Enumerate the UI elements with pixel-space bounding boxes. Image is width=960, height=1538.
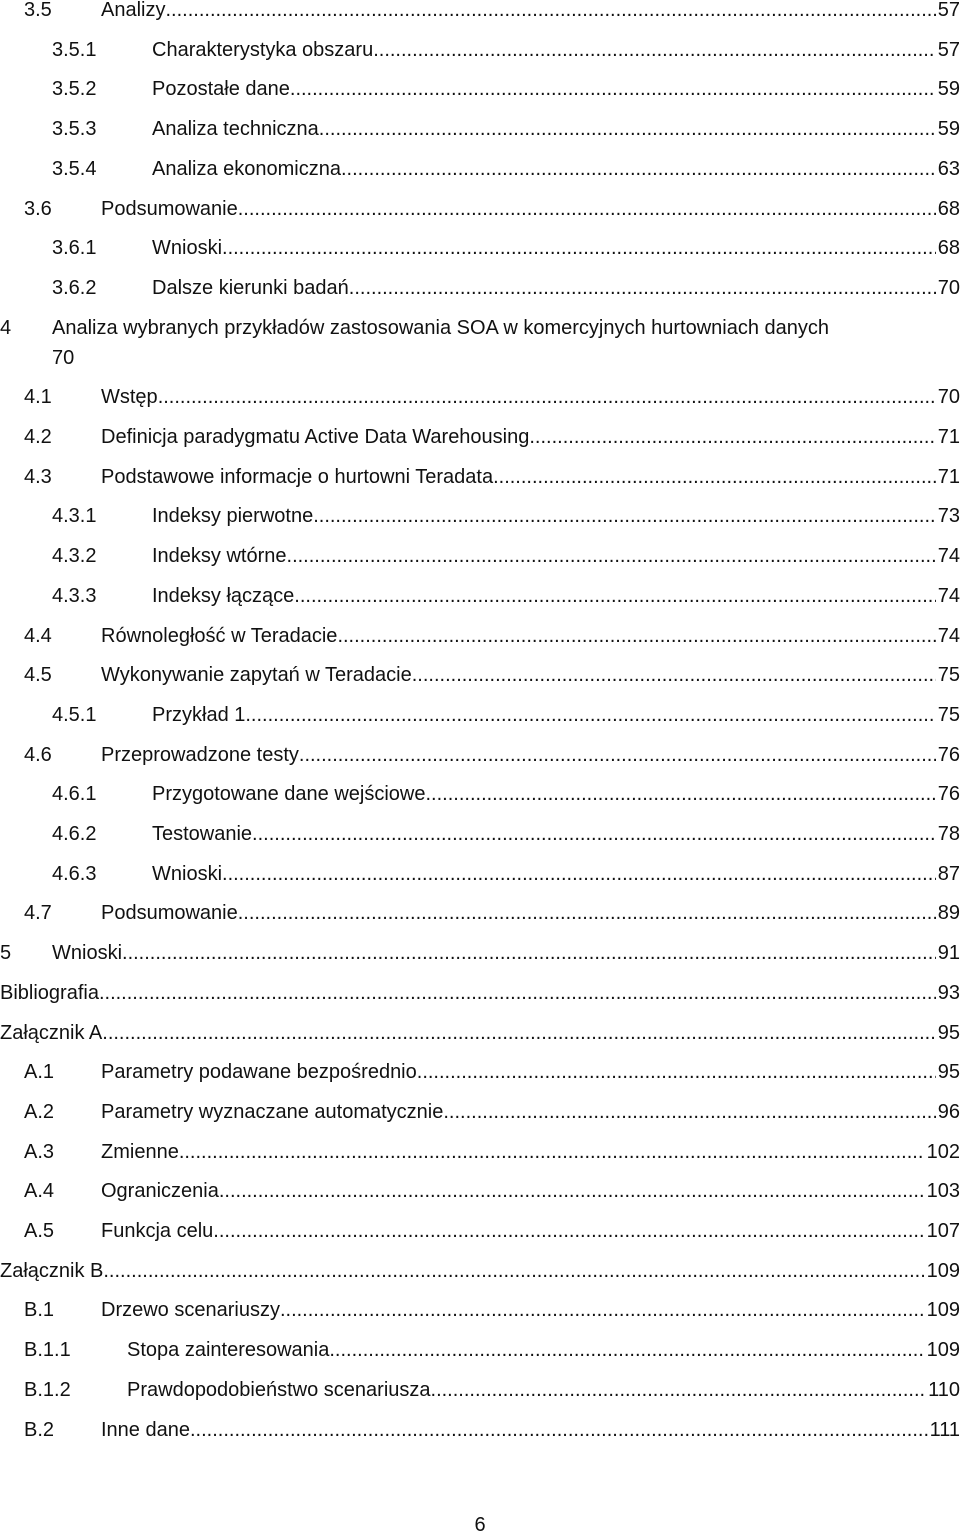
toc-entry-number: 4.6.1 <box>52 783 97 806</box>
toc-entry[interactable] <box>0 740 960 770</box>
toc-entry-page: 91 <box>937 942 960 965</box>
toc-leader-dots <box>245 700 935 730</box>
toc-entry-page: 71 <box>937 426 960 448</box>
toc-entry-title: Bibliografia <box>0 981 99 1004</box>
toc-leader-dots <box>222 859 936 889</box>
toc-entry-title: Indeksy łączące <box>152 584 295 607</box>
toc-leader-dots <box>238 898 936 928</box>
toc-leader-dots <box>258 819 936 849</box>
toc-entry-page: 93 <box>937 981 960 1004</box>
toc-leader-dots <box>373 35 936 65</box>
toc-leader-dots <box>179 1137 925 1167</box>
toc-entry[interactable] <box>0 233 960 263</box>
toc-entry-page: 74 <box>937 545 960 568</box>
toc-entry-title: Przeprowadzone testy <box>101 743 299 766</box>
toc-entry-title: Analiza techniczna <box>152 118 319 141</box>
toc-entry-page: 96 <box>937 1100 960 1123</box>
toc-entry[interactable] <box>0 114 960 144</box>
toc-entry-number: B.1 <box>24 1299 55 1322</box>
toc-entry-number: 3.6.1 <box>52 237 97 260</box>
toc-entry-title: Przykład 1 <box>152 703 246 726</box>
toc-entry-page: 57 <box>937 0 960 21</box>
toc-entry-title: Ograniczenia <box>101 1180 219 1203</box>
toc-entry-page: 110 <box>928 1378 960 1401</box>
toc-entry-title: Parametry wyznaczane automatycznie <box>101 1100 444 1123</box>
toc-entry-number: 4.5 <box>24 664 52 687</box>
toc-entry[interactable] <box>0 1018 960 1048</box>
toc-leader-dots <box>219 1176 925 1206</box>
toc-entry-number: A.4 <box>24 1180 55 1203</box>
toc-entry-page: 59 <box>937 78 960 101</box>
toc-entry-number: 3.5 <box>24 0 52 21</box>
toc-entry-title: Analiza wybranych przykładów zastosowania SOA w komercyjnych hurtowniach danych <box>52 316 830 339</box>
toc-entry-title: Wstęp <box>101 386 158 409</box>
toc-entry[interactable] <box>0 422 960 452</box>
toc-leader-dots <box>158 382 936 412</box>
toc-entry-number: 4.6 <box>24 743 52 766</box>
toc-entry-page: 71 <box>937 465 960 488</box>
toc-entry-page: 95 <box>937 1061 960 1084</box>
toc-entry-page: 76 <box>937 743 960 766</box>
toc-entry-page: 59 <box>937 118 960 141</box>
toc-entry-page: 70 <box>937 386 960 409</box>
toc-entry-title: Podsumowanie <box>101 902 238 925</box>
toc-entry[interactable] <box>0 660 960 690</box>
toc-entry-page: 102 <box>926 1140 960 1163</box>
toc-entry[interactable] <box>0 462 960 492</box>
toc-entry[interactable] <box>0 859 960 889</box>
toc-entry-page: 70 <box>937 276 960 299</box>
toc-entry-page: 63 <box>937 157 960 180</box>
toc-entry-number: 4.4 <box>24 624 52 647</box>
toc-entry-number: A.5 <box>24 1220 55 1242</box>
toc-entry-number: 4.3 <box>24 465 52 488</box>
toc-entry[interactable] <box>0 581 960 611</box>
toc-entry-page: 76 <box>937 783 960 806</box>
toc-entry-title: Zmienne <box>101 1140 179 1163</box>
toc-entry-title: Charakterystyka obszaru <box>152 38 374 61</box>
toc-entry[interactable] <box>0 700 960 730</box>
toc-entry[interactable] <box>0 35 960 65</box>
toc-entry-title: Parametry podawane bezpośrednio <box>101 1061 417 1084</box>
toc-entry-title: Indeksy pierwotne. <box>152 505 319 528</box>
toc-entry[interactable] <box>0 1295 960 1325</box>
toc-entry-number: 4.7 <box>24 902 52 925</box>
toc-entry[interactable] <box>0 1097 960 1127</box>
toc-entry-number: 3.6 <box>24 197 52 220</box>
toc-entry-page: 68 <box>937 237 960 260</box>
toc-entry-number: 5 <box>0 942 12 965</box>
toc-leader-dots <box>529 422 935 452</box>
toc-entry-number: B.2 <box>24 1418 55 1441</box>
toc-entry-title: Równoległość w Teradacie <box>101 624 338 647</box>
toc-entry[interactable] <box>0 74 960 104</box>
toc-entry[interactable] <box>0 1375 960 1405</box>
toc-entry[interactable] <box>0 1176 960 1206</box>
toc-entry-page: 95 <box>937 1021 960 1044</box>
toc-entry-page: 74 <box>937 584 960 607</box>
toc-leader-dots <box>102 1018 935 1048</box>
toc-entry-title: Podstawowe informacje o hurtowni Teradata. <box>101 465 499 488</box>
toc-entry[interactable] <box>0 1415 960 1445</box>
toc-leader-dots <box>103 1256 924 1286</box>
toc-entry-title: Dalsze kierunki badań <box>152 276 349 299</box>
toc-entry-page: 73 <box>937 505 960 528</box>
toc-entry[interactable] <box>0 1137 960 1167</box>
toc-entry-number: A.3 <box>24 1140 55 1163</box>
toc-entry[interactable] <box>0 1335 960 1365</box>
toc-leader-dots <box>222 233 936 263</box>
toc-entry[interactable] <box>0 779 960 809</box>
toc-entry-title: Definicja paradygmatu Active Data Warehousing <box>101 426 530 448</box>
toc-entry-title: Wnioski <box>152 237 223 260</box>
toc-leader-dots <box>190 1415 928 1445</box>
toc-entry-title: Podsumowanie <box>101 197 238 220</box>
toc-leader-dots <box>319 114 936 144</box>
toc-entry-title: Testowanie. <box>152 823 258 845</box>
toc-entry-number: A.1 <box>24 1061 55 1084</box>
toc-leader-dots <box>213 1216 924 1246</box>
toc-entry-number: B.1.1 <box>24 1339 71 1362</box>
toc-entry-page: 109 <box>926 1299 960 1322</box>
toc-entry-title: Drzewo scenariuszy <box>101 1299 280 1322</box>
toc-leader-dots <box>341 154 936 184</box>
toc-entry[interactable] <box>0 501 960 531</box>
toc-leader-dots <box>290 74 936 104</box>
toc-entry[interactable] <box>0 154 960 184</box>
toc-leader-dots <box>280 1295 925 1325</box>
toc-entry[interactable] <box>0 938 960 968</box>
toc-leader-dots <box>329 1335 924 1365</box>
toc-leader-dots <box>443 1097 935 1127</box>
toc-entry-page: 68 <box>937 197 960 220</box>
toc-entry-title: Analiza ekonomiczna <box>152 157 341 180</box>
toc-entry[interactable] <box>0 621 960 651</box>
toc-entry-title: Prawdopodobieństwo scenariusza <box>127 1378 431 1401</box>
toc-entry-page: 109 <box>926 1339 960 1362</box>
toc-entry-title: Indeksy wtórne <box>152 545 287 568</box>
toc-leader-dots <box>238 194 936 224</box>
toc-entry[interactable] <box>0 382 960 412</box>
toc-entry-title: Inne dane <box>101 1418 190 1441</box>
toc-leader-dots <box>349 273 936 303</box>
toc-entry-page: 89 <box>937 902 960 925</box>
toc-entry-number: 4.3.1 <box>52 505 97 528</box>
toc-entry-page: 70 <box>52 346 75 369</box>
toc-entry-number: 4.3.3 <box>52 584 97 607</box>
toc-entry[interactable] <box>0 1256 960 1286</box>
toc-entry-page: 75 <box>937 703 960 726</box>
toc-entry[interactable] <box>0 273 960 303</box>
toc-leader-dots <box>337 621 935 651</box>
toc-entry[interactable] <box>0 1057 960 1087</box>
page-number: 6 <box>474 1514 486 1536</box>
toc-leader-dots <box>287 541 936 571</box>
toc-leader-dots <box>431 1375 927 1405</box>
toc-entry-page: 75 <box>937 664 960 687</box>
toc-entry[interactable] <box>0 0 960 25</box>
toc-entry-number: 3.6.2 <box>52 276 97 299</box>
toc-entry-number: 4.3.2 <box>52 545 97 568</box>
toc-entry-number: B.1.2 <box>24 1378 71 1401</box>
toc-leader-dots <box>299 740 936 770</box>
toc-leader-dots <box>319 501 936 531</box>
toc-entry-continuation <box>0 343 960 373</box>
toc-entry-title: Analizy <box>101 0 166 21</box>
toc-leader-dots <box>99 978 936 1008</box>
toc-entry-number: 3.5.4 <box>52 157 97 180</box>
toc-leader-dots <box>426 779 936 809</box>
toc-entry-title: Załącznik B <box>0 1259 104 1282</box>
toc-entry-page: 111 <box>929 1418 960 1441</box>
toc-entry[interactable] <box>0 194 960 224</box>
toc-entry-title: Wnioski <box>152 862 223 885</box>
toc-entry-number: 4 <box>0 316 12 339</box>
toc-entry-title: Załącznik A <box>0 1021 103 1044</box>
toc-entry-number: 4.5.1 <box>52 703 97 726</box>
toc-entry-number: 3.5.3 <box>52 118 97 141</box>
toc-entry[interactable] <box>0 898 960 928</box>
toc-entry-page: 87 <box>937 862 960 885</box>
toc-leader-dots <box>122 938 936 968</box>
toc-entry[interactable] <box>0 541 960 571</box>
toc-entry-page: 74 <box>937 624 960 647</box>
toc-entry-page: 103 <box>926 1180 960 1203</box>
toc-entry-number: 4.6.3 <box>52 862 97 885</box>
toc-entry-number: 3.5.1 <box>52 38 97 61</box>
toc-leader-dots <box>412 660 936 690</box>
toc-entry-number: 4.2 <box>24 426 52 448</box>
toc-entry-number: 4.6.2 <box>52 823 97 845</box>
toc-entry-title: Pozostałe dane <box>152 78 290 101</box>
toc-entry-title: Wnioski <box>52 942 123 965</box>
toc-entry-title: Wykonywanie zapytań w Teradacie <box>101 664 412 687</box>
toc-entry-title: Funkcja celu <box>101 1220 214 1242</box>
toc-entry-number: A.2 <box>24 1100 55 1123</box>
toc-entry[interactable] <box>0 819 960 849</box>
toc-entry-number: 4.1 <box>24 386 52 409</box>
toc-leader-dots <box>417 1057 936 1087</box>
toc-entry-page: 57 <box>937 38 960 61</box>
toc-entry[interactable] <box>0 1216 960 1246</box>
toc-leader-dots <box>499 462 936 492</box>
toc-leader-dots <box>165 0 935 25</box>
toc-entry[interactable] <box>0 313 960 343</box>
toc-entry[interactable] <box>0 978 960 1008</box>
toc-leader-dots <box>294 581 935 611</box>
toc-entry-page: 107 <box>926 1220 960 1242</box>
toc-entry-number: 3.5.2 <box>52 78 97 101</box>
toc-entry-title: Stopa zainteresowania <box>127 1339 330 1362</box>
toc-entry-page: 78 <box>937 823 960 845</box>
toc-entry-page: 109 <box>926 1259 960 1282</box>
toc-entry-title: Przygotowane dane wejściowe <box>152 783 426 806</box>
